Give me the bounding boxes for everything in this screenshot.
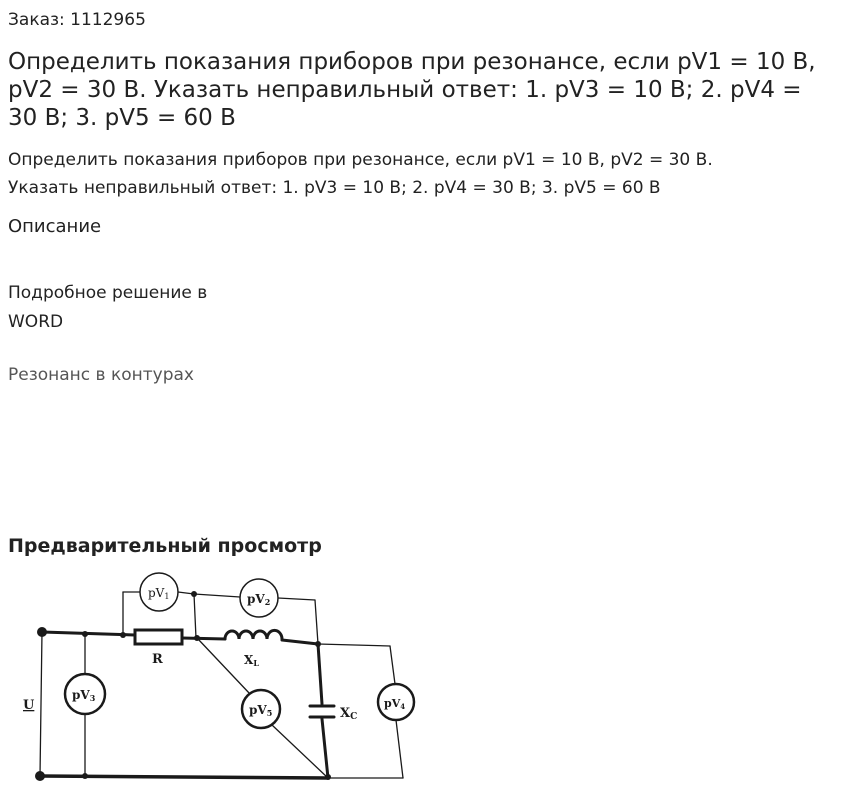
order-number: Заказ: 1112965 xyxy=(8,10,146,30)
pv5-label: pV5 xyxy=(249,703,273,718)
pv1-label: pV1 xyxy=(148,586,170,601)
pv3-label: pV3 xyxy=(72,688,96,703)
description-tab[interactable]: Описание xyxy=(8,216,102,237)
circuit-diagram xyxy=(10,570,430,800)
xl-label: XL xyxy=(244,653,259,668)
u-label: U xyxy=(23,698,35,713)
task-description xyxy=(8,146,833,202)
circuit-preview-image xyxy=(10,570,430,800)
page-title: Определить показания приборов при резонансе, если pV1 = 10 В, pV2 = 30 В. Указать неправильный ответ: 1. pV3 = 10 В; 2. pV4 = 30 В; 3. pV5 = 60 В xyxy=(8,49,816,131)
pv2-label: pV2 xyxy=(247,592,271,607)
preview-heading: Предварительный просмотр xyxy=(8,535,322,557)
solution-note xyxy=(8,279,268,337)
description-line-2: Указать неправильный ответ: 1. pV3 = 10 В; 2. pV4 = 30 В; 3. pV5 = 60 В xyxy=(8,178,661,198)
description-line-1: Определить показания приборов при резонансе, если pV1 = 10 В, pV2 = 30 В. xyxy=(8,150,713,170)
xc-label: XC xyxy=(340,706,358,722)
solution-line-2: WORD xyxy=(8,312,64,332)
solution-line-1: Подробное решение в xyxy=(8,283,208,303)
r-label: R xyxy=(152,652,163,667)
pv4-label: pV4 xyxy=(384,697,406,711)
category-link[interactable]: Резонанс в контурах xyxy=(8,365,194,385)
